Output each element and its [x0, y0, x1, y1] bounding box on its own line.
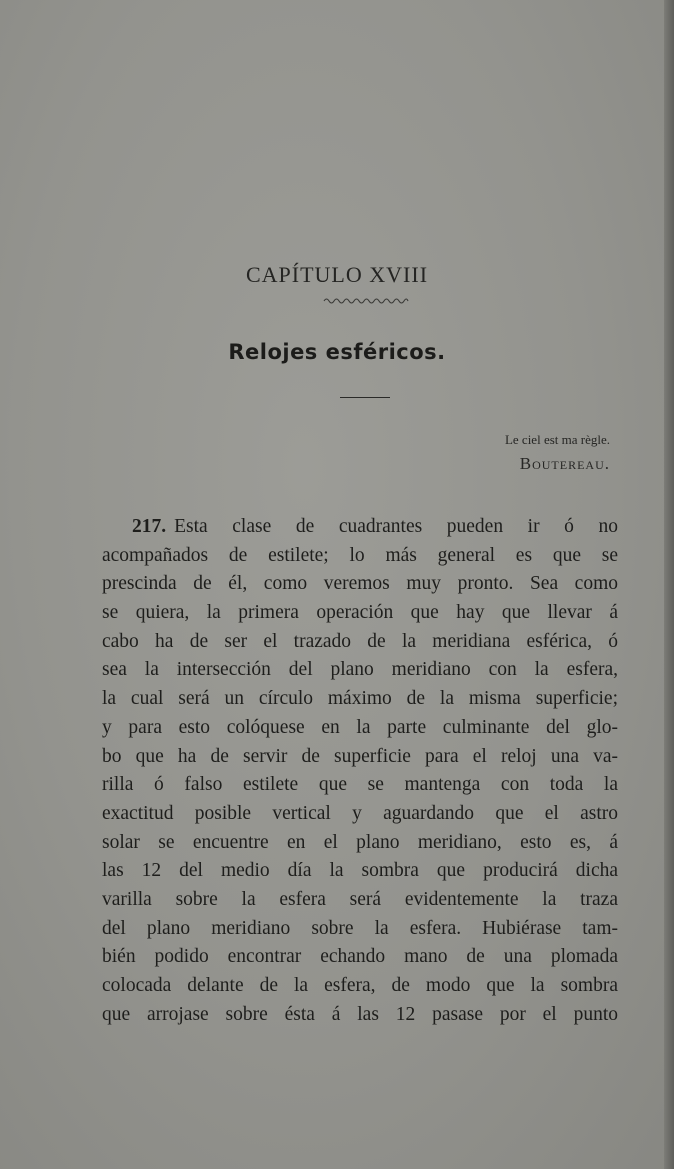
text-line: rilla ó falso estilete que se mantenga con toda la	[102, 774, 618, 796]
wavy-ornament	[323, 296, 409, 306]
text-line: varilla sobre la esfera será evidentemente la traza	[102, 888, 618, 910]
text-line: cabo ha de ser el trazado de la meridiana esférica, ó	[102, 630, 618, 652]
body-paragraph	[102, 513, 618, 1029]
text-line: prescinda de él, como veremos muy pronto. Sea como	[102, 573, 618, 595]
text-line: sea la intersección del plano meridiano con la esfera,	[102, 659, 618, 681]
chapter-title: CAPÍTULO XVIII	[245, 262, 429, 287]
title-rule	[340, 397, 390, 398]
section-title: Relojes esféricos.	[228, 340, 446, 364]
text-line: bién podido encontrar echando mano de una plomada	[102, 946, 618, 968]
text-line: exactitud posible vertical y aguardando que el astro	[102, 802, 618, 824]
text-line: se quiera, la primera operación que hay que llevar á	[102, 602, 618, 624]
text-line: bo que ha de servir de superficie para el reloj una va-	[102, 745, 618, 767]
line-text: Esta clase de cuadrantes pueden ir ó no	[174, 516, 618, 537]
epigraph-quote: Le ciel est ma règle.	[504, 432, 610, 447]
text-line: la cual será un círculo máximo de la misma superficie;	[102, 688, 618, 710]
text-line: y para esto colóquese en la parte culminante del glo-	[102, 716, 618, 738]
text-line: las 12 del medio día la sombra que producirá dicha	[102, 860, 618, 882]
text-line: que arrojase sobre ésta á las 12 pasase por el punto	[102, 1003, 618, 1025]
text-line: acompañados de estilete; lo más general es que se	[102, 544, 618, 566]
text-line: solar se encuentre en el plano meridiano, esto es, á	[102, 831, 618, 853]
epigraph-author: Boutereau.	[519, 454, 610, 473]
text-line: del plano meridiano sobre la esfera. Hubiérase tam-	[102, 917, 618, 939]
paragraph-number: 217.	[132, 516, 167, 537]
text-line: colocada delante de la esfera, de modo que la sombra	[102, 975, 618, 996]
page-edge-shadow	[664, 0, 674, 1169]
text-line	[102, 513, 618, 542]
